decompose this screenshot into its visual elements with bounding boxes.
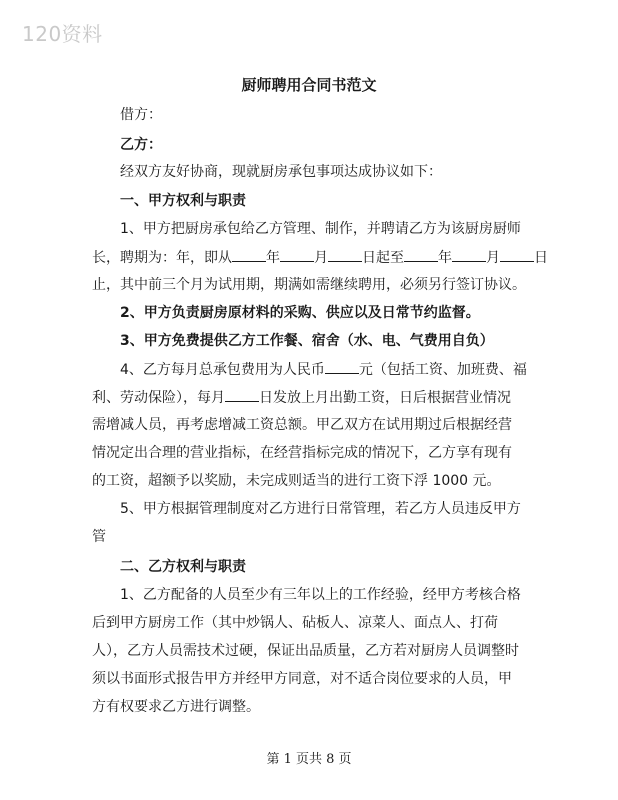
duty-1-line-3: 人），乙方人员需技术过硬，保证出品质量，乙方若对厨房人员调整时 xyxy=(92,643,519,659)
blank-pay-day xyxy=(225,388,259,402)
watermark: 120资料 xyxy=(22,22,103,46)
clause-2: 2、甲方负责厨房原材料的采购、供应以及日常节约监督。 xyxy=(120,305,480,321)
clause-1-line-3: 止，其中前三个月为试用期，期满如需继续聘用，必须另行签订协议。 xyxy=(92,277,526,293)
clause-4-line-2 xyxy=(92,388,526,407)
blank-day-from xyxy=(328,248,362,262)
page-footer: 第 1 页共 8 页 xyxy=(266,752,352,767)
label-day-to: 日 xyxy=(534,250,548,266)
label-month-to: 月 xyxy=(486,250,500,266)
clause-4-line-5: 的工资，超额予以奖励，未完成则适当的进行工资下浮 1000 元。 xyxy=(92,473,501,489)
clause-4-payday-text: 利、劳动保险），每月 xyxy=(92,390,225,406)
label-year-to: 年 xyxy=(438,250,452,266)
clause-1-line-1: 1、甲方把厨房承包给乙方管理、制作，并聘请乙方为该厨房厨师 xyxy=(120,221,521,237)
clause-1-line-2 xyxy=(92,248,548,267)
clause-4-fee-text: 4、乙方每月总承包费用为人民币 xyxy=(120,362,325,378)
party-b-label: 乙方： xyxy=(120,137,162,153)
clause-5-line-2: 管 xyxy=(92,529,106,545)
clause-3: 3、甲方免费提供乙方工作餐、宿舍（水、电、气费用自负） xyxy=(120,333,494,349)
label-month-from: 月 xyxy=(314,250,328,266)
clause-4-line-3: 需增减人员，再考虑增减工资总额。甲乙双方在试用期过后根据经营 xyxy=(92,417,512,433)
clause-5-line-1: 5、甲方根据管理制度对乙方进行日常管理，若乙方人员违反甲方 xyxy=(120,501,521,517)
label-day-from: 日起至 xyxy=(362,250,404,266)
blank-year-from xyxy=(232,248,266,262)
section-2-heading: 二、乙方权利与职责 xyxy=(120,559,246,575)
clause-4-fee-text-2: 元（包括工资、加班费、福 xyxy=(358,362,527,378)
blank-year-to xyxy=(404,248,438,262)
blank-day-to xyxy=(500,248,534,262)
party-a-label: 借方： xyxy=(120,107,162,123)
duty-1-line-2: 后到甲方厨房工作（其中炒锅人、砧板人、凉菜人、面点人、打荷 xyxy=(92,615,498,631)
intro-paragraph: 经双方友好协商，现就厨房承包事项达成协议如下： xyxy=(120,164,442,180)
document-title: 厨师聘用合同书范文 xyxy=(241,76,377,94)
clause-1-term-text: 长，聘期为：年，即从 xyxy=(92,250,232,266)
section-1-heading: 一、甲方权利与职责 xyxy=(120,193,246,209)
clause-4-line-1 xyxy=(92,360,554,379)
duty-1-line-5: 方有权要求乙方进行调整。 xyxy=(92,699,260,715)
clause-4-payday-text-2: 日发放上月出勤工资，日后根据营业情况 xyxy=(259,390,511,406)
blank-fee-amount xyxy=(325,360,359,374)
blank-month-to xyxy=(452,248,486,262)
duty-1-line-4: 须以书面形式报告甲方并经甲方同意，对不适合岗位要求的人员，甲 xyxy=(92,671,512,687)
duty-1-line-1: 1、乙方配备的人员至少有三年以上的工作经验，经甲方考核合格 xyxy=(120,587,521,603)
blank-month-from xyxy=(280,248,314,262)
clause-4-line-4: 情况定出合理的营业指标，在经营指标完成的情况下，乙方享有现有 xyxy=(92,445,512,461)
label-year-from: 年 xyxy=(266,250,280,266)
